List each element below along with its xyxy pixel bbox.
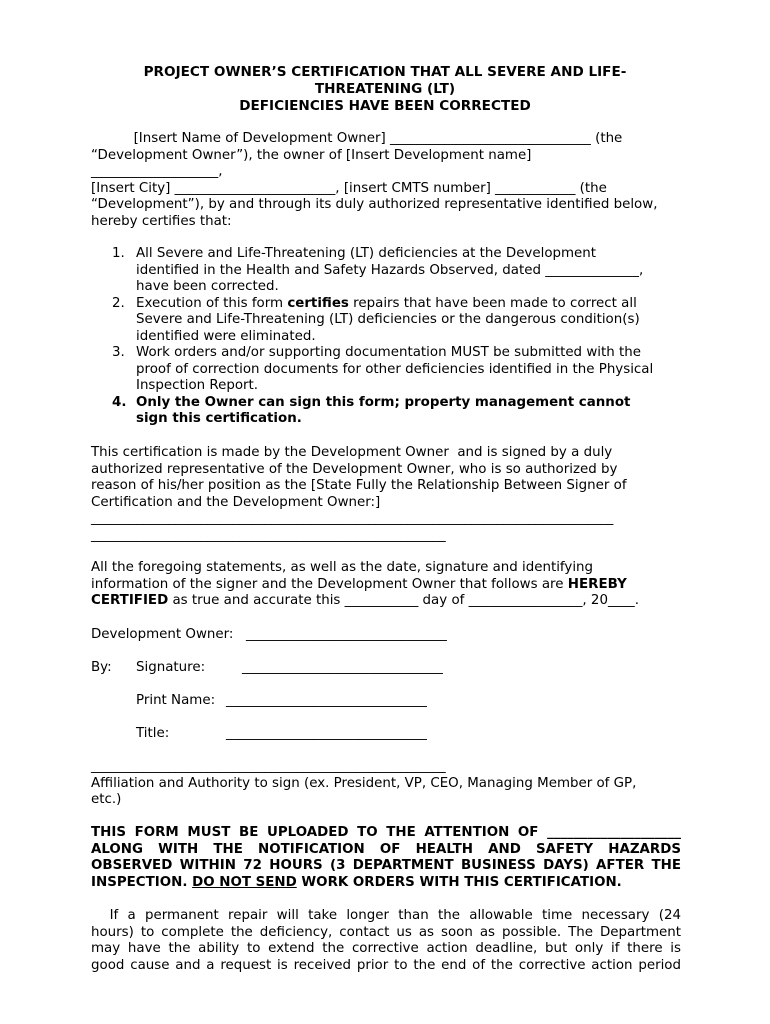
title-line-2: THREATENING (LT): [314, 81, 456, 97]
list-text: Only the Owner can sign this form; property management cannot: [136, 394, 631, 410]
list-text: identified in the Health and Safety Hazards Observed, dated ______________,: [136, 262, 644, 278]
print-name-label: Print Name:: [136, 693, 216, 708]
paragraph-line: reason of his/her position as the [State Fully the Relationship Between Signer of: [91, 478, 627, 493]
list-text: Severe and Life-Threatening (LT) deficiencies or the dangerous condition(s): [136, 312, 640, 327]
paragraph-line: All the foregoing statements, as well as the date, signature and identifying: [91, 560, 594, 575]
intro-line: “Development Owner”), the owner of [Insert Development name]: [91, 147, 532, 163]
list-item: [91, 246, 681, 296]
intro-line: [Insert Name of Development Owner] ______________________________ (the: [91, 131, 623, 146]
list-number: 1.: [112, 246, 125, 261]
paragraph-line: If a permanent repair will take longer than the allowable time necessary (24: [91, 908, 681, 923]
affiliation-caption: Affiliation and Authority to sign (ex. President, VP, CEO, Managing Member of GP,: [91, 775, 637, 791]
notice-line: OBSERVED WITHIN 72 HOURS (3 DEPARTMENT BUSINESS DAYS) AFTER THE: [91, 858, 681, 873]
paragraph-bold: CERTIFIED: [91, 593, 169, 608]
list-text-bold: certifies: [287, 295, 349, 311]
list-item: [91, 296, 681, 346]
intro-line: [Insert City] ________________________, [insert CMTS number] ____________ (the: [91, 180, 607, 196]
paragraph-line: authorized representative of the Development Owner, who is so authorized by: [91, 461, 618, 477]
title-line-1: PROJECT OWNER’S CERTIFICATION THAT ALL SEVERE AND LIFE-: [143, 64, 627, 80]
development-owner-line: ______________________________: [246, 627, 447, 642]
affiliation-line: _______________________________________________________: [91, 759, 446, 774]
notice-text: INSPECTION.: [91, 874, 193, 890]
repair-paragraph: [91, 908, 681, 974]
list-text: proof of correction documents for other deficiencies identified in the Physical: [136, 361, 654, 377]
notice-line: [91, 875, 681, 892]
title-line-3: DEFICIENCIES HAVE BEEN CORRECTED: [239, 98, 531, 114]
paragraph-line: [91, 577, 681, 594]
development-owner-label: Development Owner:: [91, 627, 234, 642]
intro-line: “Development”), by and through its duly authorized representative identified below,: [91, 197, 658, 212]
list-text-part: repairs that have been made to correct all: [348, 295, 637, 311]
certification-paragraph: [91, 445, 681, 544]
list-number: 4.: [112, 394, 127, 410]
paragraph-text: information of the signer and the Development Owner that follows are: [91, 576, 568, 592]
signature-label: Signature:: [136, 660, 206, 675]
list-number: 3.: [112, 345, 125, 360]
list-item: [91, 345, 681, 395]
paragraph-line: Certification and the Development Owner:]: [91, 494, 381, 510]
paragraph-line: [91, 593, 681, 610]
do-not-send-text: DO NOT SEND: [192, 874, 297, 890]
foregoing-paragraph: [91, 560, 681, 610]
intro-line: ___________________,: [91, 164, 223, 179]
paragraph-line: good cause and a request is received prior to the end of the corrective action period: [91, 957, 681, 973]
upload-notice: [91, 825, 681, 891]
list-text: Work orders and/or supporting documentation MUST be submitted with the: [136, 345, 641, 360]
list-text: Inspection Report.: [136, 378, 259, 393]
notice-line: THIS FORM MUST BE UPLOADED TO THE ATTENTION OF ____________________: [91, 825, 681, 840]
list-item: [91, 395, 681, 428]
paragraph-line: This certification is made by the Development Owner and is signed by a duly: [91, 445, 613, 460]
intro-line: hereby certifies that:: [91, 213, 232, 229]
paragraph-bold: HEREBY: [567, 576, 627, 592]
list-text: All Severe and Life-Threatening (LT) deficiencies at the Development: [136, 246, 597, 261]
title-label: Title:: [136, 726, 170, 741]
certification-list: [91, 246, 681, 428]
notice-line: ALONG WITH THE NOTIFICATION OF HEALTH AND SAFETY HAZARDS: [91, 841, 681, 857]
list-text: sign this certification.: [136, 411, 302, 426]
by-label: By:: [91, 660, 112, 675]
list-text: [136, 296, 681, 313]
list-number: 2.: [112, 295, 125, 311]
paragraph-line: hours) to complete the deficiency, contact us as soon as possible. The Department: [91, 924, 681, 940]
affiliation-block: [91, 759, 681, 809]
paragraph-line: may have the ability to extend the corrective action deadline, but only if there is: [91, 941, 681, 956]
list-text-part: Execution of this form: [136, 295, 288, 311]
notice-text: WORK ORDERS WITH THIS CERTIFICATION.: [296, 874, 622, 890]
signature-line: ______________________________: [242, 660, 443, 675]
print-name-line: ______________________________: [226, 693, 427, 708]
title-line: ______________________________: [226, 726, 427, 741]
intro-paragraph: [91, 131, 681, 230]
affiliation-caption: etc.): [91, 792, 122, 807]
list-text: identified were eliminated.: [136, 328, 316, 344]
date-blanks: as true and accurate this ___________ day of _________________, 20____.: [168, 593, 640, 608]
list-text: have been corrected.: [136, 279, 279, 294]
document-title: [0, 64, 770, 115]
relationship-blank: _________________________________________________________________________________: [91, 511, 614, 526]
relationship-blank: _______________________________________________________: [91, 527, 446, 543]
